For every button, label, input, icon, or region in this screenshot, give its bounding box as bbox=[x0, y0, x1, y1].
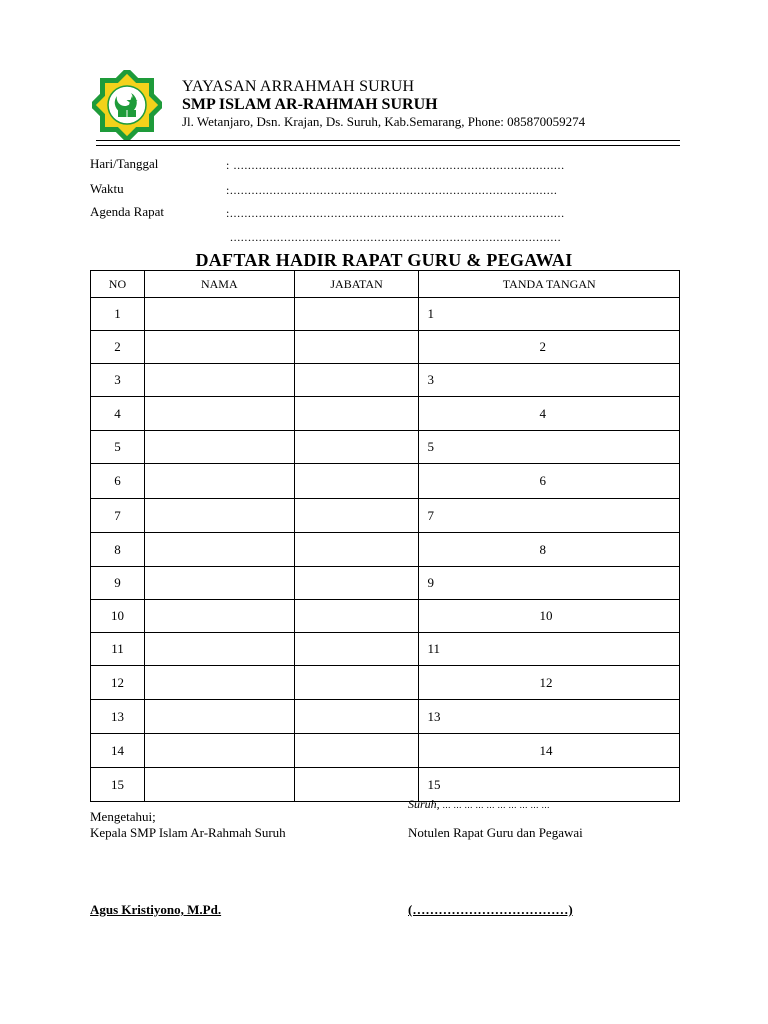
school-address: Jl. Wetanjaro, Dsn. Krajan, Ds. Suruh, Kab.Semarang, Phone: 085870059274 bbox=[182, 114, 586, 129]
field-fill-agenda: :............................................................................................. bbox=[226, 206, 565, 220]
table-row bbox=[91, 567, 680, 600]
signature-cell bbox=[419, 431, 680, 464]
field-label-agenda: Agenda Rapat bbox=[90, 204, 165, 219]
signature-number: 12 bbox=[539, 674, 553, 690]
signature-number: 11 bbox=[427, 641, 440, 656]
row-number: 3 bbox=[91, 364, 145, 397]
signature-number: 9 bbox=[427, 575, 434, 590]
name-cell bbox=[144, 633, 294, 666]
signature-number: 5 bbox=[427, 439, 434, 454]
position-cell bbox=[294, 633, 419, 666]
name-cell bbox=[144, 331, 294, 364]
name-cell bbox=[144, 734, 294, 768]
acknowledge-label: Mengetahui; bbox=[90, 809, 156, 824]
signature-number: 7 bbox=[427, 507, 434, 523]
row-number: 11 bbox=[91, 633, 145, 666]
row-number: 14 bbox=[91, 734, 145, 768]
signature-cell bbox=[419, 600, 680, 633]
row-number: 13 bbox=[91, 700, 145, 734]
header-divider bbox=[96, 140, 680, 141]
signature-cell bbox=[419, 567, 680, 600]
note-taker-title: Notulen Rapat Guru dan Pegawai bbox=[408, 825, 583, 840]
row-number: 6 bbox=[91, 464, 145, 499]
header-divider-second bbox=[96, 145, 680, 146]
table-row bbox=[91, 431, 680, 464]
principal-name: Agus Kristiyono, M.Pd. bbox=[90, 902, 222, 917]
school-name: SMP ISLAM AR-RAHMAH SURUH bbox=[182, 96, 438, 113]
column-header-no: NO bbox=[91, 271, 145, 298]
table-row bbox=[91, 533, 680, 567]
field-label-time: Waktu bbox=[90, 181, 124, 196]
signature-cell bbox=[419, 364, 680, 397]
foundation-name: YAYASAN ARRAHMAH SURUH bbox=[182, 78, 415, 95]
signature-cell bbox=[419, 700, 680, 734]
row-number: 7 bbox=[91, 499, 145, 533]
name-cell bbox=[144, 768, 294, 802]
field-label-date: Hari/Tanggal bbox=[90, 156, 159, 171]
place-date-line bbox=[408, 797, 550, 812]
name-cell bbox=[144, 431, 294, 464]
signature-number: 2 bbox=[539, 339, 546, 354]
field-fill-time: :........................................................................................... bbox=[226, 183, 558, 197]
row-number: 5 bbox=[91, 431, 145, 464]
attendance-title: DAFTAR HADIR RAPAT GURU & PEGAWAI bbox=[195, 250, 573, 270]
position-cell bbox=[294, 397, 419, 431]
row-number: 15 bbox=[91, 768, 145, 802]
signature-cell bbox=[419, 633, 680, 666]
name-cell bbox=[144, 499, 294, 533]
position-cell bbox=[294, 734, 419, 768]
table-row bbox=[91, 633, 680, 666]
signature-cell bbox=[419, 666, 680, 700]
signature-number: 6 bbox=[539, 473, 546, 488]
date-blank: ... ... ... ... ... ... ... ... ... ... bbox=[442, 800, 550, 810]
name-cell bbox=[144, 533, 294, 567]
place-name: Suruh, bbox=[408, 797, 440, 811]
signature-number: 14 bbox=[539, 742, 553, 758]
signature-number: 3 bbox=[427, 372, 434, 387]
position-cell bbox=[294, 298, 419, 331]
name-cell bbox=[144, 464, 294, 499]
table-row bbox=[91, 397, 680, 431]
name-cell bbox=[144, 567, 294, 600]
column-header-name: NAMA bbox=[144, 271, 294, 298]
attendance-table bbox=[90, 270, 680, 802]
name-cell bbox=[144, 666, 294, 700]
position-cell bbox=[294, 666, 419, 700]
position-cell bbox=[294, 567, 419, 600]
signature-cell bbox=[419, 397, 680, 431]
position-cell bbox=[294, 464, 419, 499]
position-cell bbox=[294, 600, 419, 633]
table-row bbox=[91, 298, 680, 331]
position-cell bbox=[294, 499, 419, 533]
row-number: 8 bbox=[91, 533, 145, 567]
field-fill-date: : ............................................................................................ bbox=[226, 158, 565, 172]
name-cell bbox=[144, 397, 294, 431]
table-row bbox=[91, 600, 680, 633]
table-row bbox=[91, 364, 680, 397]
signature-number: 10 bbox=[539, 608, 553, 623]
table-row bbox=[91, 464, 680, 499]
field-fill-agenda-continued: ............................................................................................ bbox=[230, 230, 562, 244]
row-number: 2 bbox=[91, 331, 145, 364]
table-row bbox=[91, 499, 680, 533]
signature-cell bbox=[419, 533, 680, 567]
signature-cell bbox=[419, 734, 680, 768]
table-row bbox=[91, 768, 680, 802]
table-row bbox=[91, 666, 680, 700]
position-cell bbox=[294, 768, 419, 802]
name-cell bbox=[144, 364, 294, 397]
column-header-signature: TANDA TANGAN bbox=[419, 271, 680, 298]
signature-number: 1 bbox=[427, 306, 434, 321]
signature-number: 4 bbox=[539, 405, 546, 421]
column-header-position: JABATAN bbox=[294, 271, 419, 298]
name-cell bbox=[144, 600, 294, 633]
table-row bbox=[91, 734, 680, 768]
signature-cell bbox=[419, 298, 680, 331]
row-number: 1 bbox=[91, 298, 145, 331]
position-cell bbox=[294, 331, 419, 364]
row-number: 4 bbox=[91, 397, 145, 431]
attendance-rows bbox=[91, 298, 680, 802]
signature-cell bbox=[419, 464, 680, 499]
position-cell bbox=[294, 700, 419, 734]
signature-number: 13 bbox=[427, 708, 441, 724]
position-cell bbox=[294, 431, 419, 464]
name-cell bbox=[144, 298, 294, 331]
table-row bbox=[91, 331, 680, 364]
row-number: 12 bbox=[91, 666, 145, 700]
school-logo bbox=[92, 70, 162, 140]
signature-cell bbox=[419, 499, 680, 533]
name-cell bbox=[144, 700, 294, 734]
row-number: 9 bbox=[91, 567, 145, 600]
note-taker-signature-blank: (………………………………) bbox=[408, 902, 573, 917]
signature-number: 15 bbox=[427, 776, 441, 792]
position-cell bbox=[294, 533, 419, 567]
position-cell bbox=[294, 364, 419, 397]
signature-cell bbox=[419, 331, 680, 364]
row-number: 10 bbox=[91, 600, 145, 633]
signature-number: 8 bbox=[539, 541, 546, 557]
table-header-row bbox=[91, 271, 680, 298]
principal-title: Kepala SMP Islam Ar-Rahmah Suruh bbox=[90, 825, 286, 840]
table-row bbox=[91, 700, 680, 734]
